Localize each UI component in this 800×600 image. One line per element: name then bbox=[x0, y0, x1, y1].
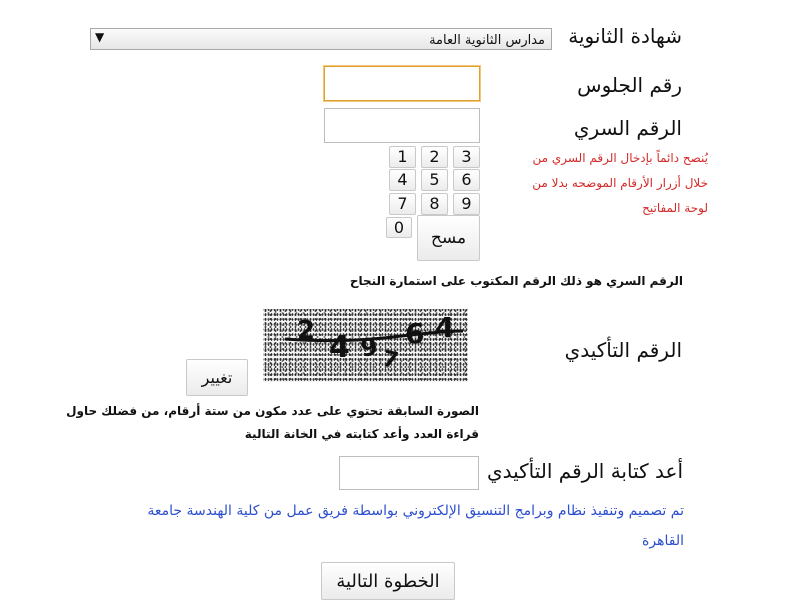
captcha-char: 9 bbox=[358, 332, 380, 363]
credits-text bbox=[84, 496, 684, 556]
hint-line: لوحة المفاتيح bbox=[642, 201, 708, 215]
keypad-key-3[interactable]: 3 bbox=[453, 146, 480, 168]
certificate-label: شهادة الثانوية bbox=[568, 24, 682, 48]
captcha-char: 4 bbox=[435, 311, 455, 344]
keypad-key-9[interactable]: 9 bbox=[453, 193, 480, 215]
captcha-explanation bbox=[59, 400, 479, 446]
captcha-label: الرقم التأكيدي bbox=[564, 338, 682, 362]
captcha-char: 2 bbox=[297, 316, 316, 346]
confirm-captcha-label: أعد كتابة الرقم التأكيدي bbox=[486, 459, 683, 483]
credits-line: القاهرة bbox=[642, 533, 684, 549]
keypad-key-5[interactable]: 5 bbox=[421, 169, 448, 191]
explain-line: الصورة السابقة تحتوي على عدد مكون من ستة أرقام، من فضلك حاول bbox=[66, 404, 479, 418]
credits-line: تم تصميم وتنفيذ نظام وبرامج التنسيق الإلكتروني بواسطة فريق عمل من كلية الهندسة جامعة bbox=[147, 503, 684, 519]
confirm-captcha-input[interactable] bbox=[339, 456, 479, 490]
keypad-key-6[interactable]: 6 bbox=[453, 169, 480, 191]
keypad-key-1[interactable]: 1 bbox=[389, 146, 416, 168]
keypad-key-0[interactable]: 0 bbox=[386, 217, 412, 238]
certificate-selected-value: مدارس الثانوية العامة bbox=[429, 33, 545, 48]
secret-number-input[interactable] bbox=[324, 108, 480, 143]
hint-line: يُنصح دائماً بإدخال الرقم السري من bbox=[532, 151, 708, 165]
secret-number-note: الرقم السري هو ذلك الرقم المكتوب على استمارة النجاح bbox=[349, 274, 683, 288]
captcha-char: 6 bbox=[405, 317, 425, 350]
keypad-clear-button[interactable]: مسح bbox=[417, 215, 480, 261]
dropdown-arrow-icon: ▼ bbox=[95, 30, 105, 44]
captcha-change-button[interactable]: تغيير bbox=[186, 359, 248, 396]
captcha-char: 4 bbox=[329, 330, 350, 365]
captcha-image bbox=[263, 309, 468, 382]
next-step-button[interactable]: الخطوة التالية bbox=[321, 562, 455, 600]
explain-line: قراءة العدد وأعد كتابته في الخانة التالية bbox=[244, 427, 479, 441]
keypad-key-8[interactable]: 8 bbox=[421, 193, 448, 215]
captcha-char: 7 bbox=[380, 346, 401, 375]
certificate-select[interactable] bbox=[90, 28, 552, 50]
keypad-key-4[interactable]: 4 bbox=[389, 169, 416, 191]
secret-number-label: الرقم السري bbox=[573, 116, 682, 140]
hint-line: خلال أزرار الأرقام الموضحه بدلا من bbox=[532, 176, 708, 190]
secret-number-hint bbox=[498, 146, 708, 221]
seat-number-label: رقم الجلوس bbox=[577, 73, 682, 97]
keypad-key-2[interactable]: 2 bbox=[421, 146, 448, 168]
keypad-key-7[interactable]: 7 bbox=[389, 193, 416, 215]
seat-number-input[interactable] bbox=[324, 66, 480, 101]
